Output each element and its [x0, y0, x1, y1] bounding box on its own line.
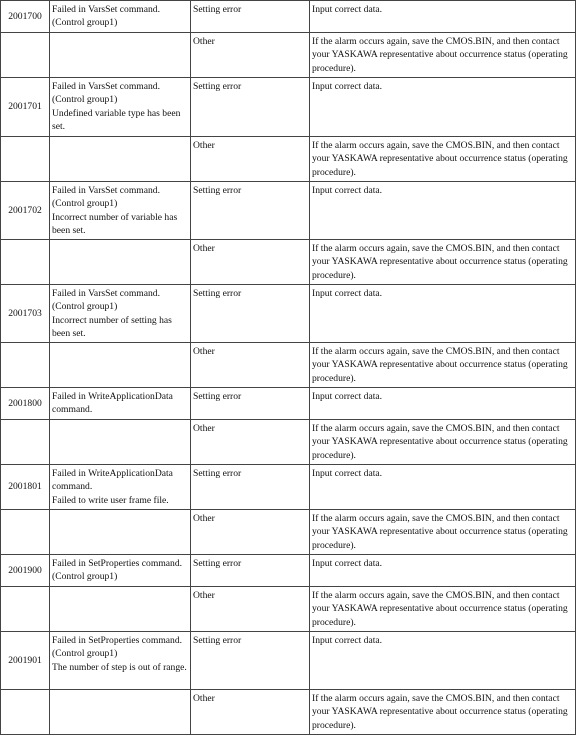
cause-cell: Setting error	[191, 555, 310, 587]
remedy-cell: If the alarm occurs again, save the CMOS.BIN, and then contact your YASKAWA representative about occurrence status (operating procedure).	[310, 343, 576, 388]
remedy-cell: Input correct data.	[310, 78, 576, 137]
remedy-cell: Input correct data.	[310, 285, 576, 343]
table-row	[1, 587, 576, 632]
remedy-cell: Input correct data.	[310, 465, 576, 510]
message-cell	[50, 420, 191, 465]
remedy-cell: If the alarm occurs again, save the CMOS.BIN, and then contact your YASKAWA representative about occurrence status (operating procedure).	[310, 510, 576, 555]
remedy-cell: If the alarm occurs again, save the CMOS.BIN, and then contact your YASKAWA representative about occurrence status (operating procedure).	[310, 690, 576, 735]
message-cell	[50, 33, 191, 78]
alarm-code-cell: 2001703	[1, 285, 50, 343]
cause-cell: Other	[191, 240, 310, 285]
table-row	[1, 78, 576, 137]
cause-cell: Other	[191, 587, 310, 632]
message-cell: Failed in SetProperties command. (Control group1)	[50, 555, 191, 587]
alarm-code-cell	[1, 33, 50, 78]
remedy-cell: Input correct data.	[310, 388, 576, 420]
alarm-code-cell: 2001701	[1, 78, 50, 137]
table-row	[1, 690, 576, 735]
alarm-code-cell: 2001900	[1, 555, 50, 587]
alarm-code-cell: 2001901	[1, 632, 50, 690]
alarm-code-cell: 2001700	[1, 1, 50, 33]
alarm-code-cell	[1, 587, 50, 632]
cause-cell: Other	[191, 137, 310, 182]
message-cell	[50, 587, 191, 632]
alarm-code-cell	[1, 240, 50, 285]
table-row	[1, 388, 576, 420]
remedy-cell: Input correct data.	[310, 555, 576, 587]
remedy-cell: Input correct data.	[310, 1, 576, 33]
cause-cell: Setting error	[191, 388, 310, 420]
remedy-cell: Input correct data.	[310, 632, 576, 690]
alarm-code-cell: 2001702	[1, 182, 50, 240]
table-row	[1, 510, 576, 555]
cause-cell: Setting error	[191, 632, 310, 690]
table-row	[1, 1, 576, 33]
message-cell: Failed in SetProperties command. (Control group1) The number of step is out of range.	[50, 632, 191, 690]
alarm-code-cell	[1, 343, 50, 388]
cause-cell: Other	[191, 690, 310, 735]
message-cell: Failed in WriteApplicationData command. Failed to write user frame file.	[50, 465, 191, 510]
message-cell: Failed in VarsSet command. (Control group1)	[50, 1, 191, 33]
message-cell: Failed in VarsSet command. (Control group1) Undefined variable type has been set.	[50, 78, 191, 137]
remedy-cell: Input correct data.	[310, 182, 576, 240]
cause-cell: Other	[191, 420, 310, 465]
remedy-cell: If the alarm occurs again, save the CMOS.BIN, and then contact your YASKAWA representative about occurrence status (operating procedure).	[310, 240, 576, 285]
alarm-code-cell: 2001801	[1, 465, 50, 510]
table-row	[1, 420, 576, 465]
remedy-cell: If the alarm occurs again, save the CMOS.BIN, and then contact your YASKAWA representative about occurrence status (operating procedure).	[310, 420, 576, 465]
cause-cell: Setting error	[191, 1, 310, 33]
cause-cell: Setting error	[191, 182, 310, 240]
table-row	[1, 182, 576, 240]
table-row	[1, 465, 576, 510]
table-row	[1, 240, 576, 285]
remedy-cell: If the alarm occurs again, save the CMOS.BIN, and then contact your YASKAWA representative about occurrence status (operating procedure).	[310, 137, 576, 182]
alarm-code-cell: 2001800	[1, 388, 50, 420]
message-cell: Failed in WriteApplicationData command.	[50, 388, 191, 420]
table-row	[1, 137, 576, 182]
message-cell	[50, 343, 191, 388]
table-row	[1, 632, 576, 690]
alarm-code-cell	[1, 510, 50, 555]
cause-cell: Other	[191, 343, 310, 388]
message-cell	[50, 137, 191, 182]
alarm-code-cell	[1, 420, 50, 465]
table-row	[1, 285, 576, 343]
message-cell	[50, 240, 191, 285]
cause-cell: Setting error	[191, 78, 310, 137]
cause-cell: Setting error	[191, 285, 310, 343]
remedy-cell: If the alarm occurs again, save the CMOS.BIN, and then contact your YASKAWA representative about occurrence status (operating procedure).	[310, 33, 576, 78]
message-cell: Failed in VarsSet command. (Control group1) Incorrect number of setting has been set.	[50, 285, 191, 343]
cause-cell: Setting error	[191, 465, 310, 510]
message-cell	[50, 510, 191, 555]
table-row	[1, 343, 576, 388]
remedy-cell: If the alarm occurs again, save the CMOS.BIN, and then contact your YASKAWA representative about occurrence status (operating procedure).	[310, 587, 576, 632]
message-cell: Failed in VarsSet command. (Control group1) Incorrect number of variable has been set.	[50, 182, 191, 240]
cause-cell: Other	[191, 510, 310, 555]
message-cell	[50, 690, 191, 735]
table-row	[1, 555, 576, 587]
table-row	[1, 33, 576, 78]
alarm-code-cell	[1, 690, 50, 735]
alarm-code-cell	[1, 137, 50, 182]
cause-cell: Other	[191, 33, 310, 78]
